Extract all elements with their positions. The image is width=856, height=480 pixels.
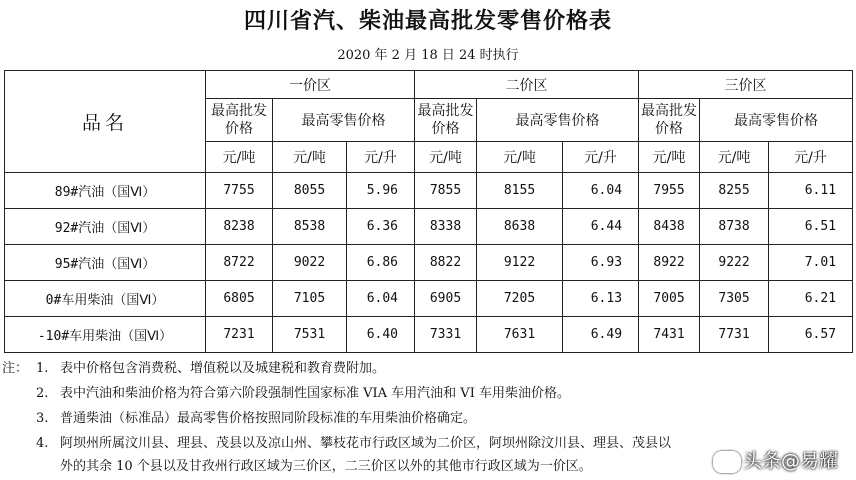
price-table: [4, 70, 853, 353]
retail-price-liter: 6.36: [347, 209, 415, 245]
retail-price-liter: 6.40: [347, 317, 415, 353]
wholesale-price: 7755: [206, 173, 273, 209]
retail-price-ton: 7531: [273, 317, 347, 353]
note-number: 2.: [36, 386, 49, 401]
note-number: 1.: [36, 361, 49, 376]
wholesale-price: 6805: [206, 281, 273, 317]
retail-price-liter: 6.86: [347, 245, 415, 281]
retail-price-ton: 7305: [700, 281, 769, 317]
note-item: [2, 356, 852, 381]
product-name: 0#车用柴油（国Ⅵ）: [5, 281, 206, 317]
retail-price-ton: 7631: [477, 317, 563, 353]
unit-label: 元/吨: [700, 142, 769, 173]
unit-label: 元/吨: [206, 142, 273, 173]
unit-label: 元/吨: [273, 142, 347, 173]
note-text: 外的其余 10 个县以及甘孜州行政区域为三价区，二三价区以外的其他市行政区域为一价区。: [60, 459, 592, 474]
retail-price-liter: 5.96: [347, 173, 415, 209]
watermark: [713, 446, 838, 473]
header-row-regions: [5, 71, 853, 99]
unit-label: 元/吨: [415, 142, 477, 173]
note-number: 3.: [36, 411, 49, 426]
note-text: 阿坝州所属汶川县、理县、茂县以及凉山州、攀枝花市行政区域为二价区，阿坝州除汶川县、理县、茂县以: [60, 436, 672, 451]
note-item: [2, 406, 852, 431]
retail-price-ton: 7731: [700, 317, 769, 353]
wholesale-price: 8922: [639, 245, 700, 281]
retail-price-liter: 6.04: [563, 173, 639, 209]
region-header: 二价区: [415, 71, 639, 99]
unit-label: 元/升: [769, 142, 853, 173]
unit-label: 元/升: [563, 142, 639, 173]
region-header: 三价区: [639, 71, 853, 99]
note-text: 表中汽油和柴油价格为符合第六阶段强制性国家标准 VIA 车用汽油和 VI 车用柴油价格。: [60, 386, 570, 401]
retail-header: 最高零售价格: [700, 99, 853, 142]
product-name: 89#汽油（国Ⅵ）: [5, 173, 206, 209]
retail-price-liter: 6.44: [563, 209, 639, 245]
note-text: 表中价格包含消费税、增值税以及城建税和教育费附加。: [60, 361, 386, 376]
wholesale-header: 最高批发价格: [639, 99, 700, 142]
table-row: [5, 245, 853, 281]
unit-label: 元/吨: [639, 142, 700, 173]
effective-date: 2020 年 2 月 18 日 24 时执行: [337, 48, 519, 63]
product-name: 95#汽油（国Ⅵ）: [5, 245, 206, 281]
wholesale-price: 7231: [206, 317, 273, 353]
wholesale-price: 6905: [415, 281, 477, 317]
retail-price-ton: 8155: [477, 173, 563, 209]
retail-price-ton: 8638: [477, 209, 563, 245]
wholesale-price: 8822: [415, 245, 477, 281]
product-name: -10#车用柴油（国Ⅵ）: [5, 317, 206, 353]
product-name: 92#汽油（国Ⅵ）: [5, 209, 206, 245]
retail-header: 最高零售价格: [273, 99, 415, 142]
wholesale-price: 7855: [415, 173, 477, 209]
wholesale-price: 8238: [206, 209, 273, 245]
retail-price-ton: 9222: [700, 245, 769, 281]
retail-price-ton: 8538: [273, 209, 347, 245]
retail-price-ton: 9022: [273, 245, 347, 281]
region-header: 一价区: [206, 71, 415, 99]
wholesale-price: 8338: [415, 209, 477, 245]
retail-price-liter: 6.13: [563, 281, 639, 317]
retail-price-liter: 6.57: [769, 317, 853, 353]
wholesale-header: 最高批发价格: [206, 99, 273, 142]
retail-price-liter: 6.49: [563, 317, 639, 353]
retail-price-liter: 7.01: [769, 245, 853, 281]
page-title: 四川省汽、柴油最高批发零售价格表: [243, 9, 612, 34]
retail-price-liter: 6.04: [347, 281, 415, 317]
retail-price-ton: 8738: [700, 209, 769, 245]
retail-price-liter: 6.93: [563, 245, 639, 281]
wholesale-price: 7955: [639, 173, 700, 209]
retail-price-liter: 6.51: [769, 209, 853, 245]
notes-lead: 注：: [2, 361, 29, 376]
wholesale-price: 7431: [639, 317, 700, 353]
table-row: [5, 317, 853, 353]
wholesale-price: 7331: [415, 317, 477, 353]
wholesale-price: 8438: [639, 209, 700, 245]
retail-header: 最高零售价格: [477, 99, 639, 142]
wholesale-header: 最高批发价格: [415, 99, 477, 142]
retail-price-liter: 6.11: [769, 173, 853, 209]
retail-price-ton: 8055: [273, 173, 347, 209]
wholesale-price: 7005: [639, 281, 700, 317]
retail-price-ton: 9122: [477, 245, 563, 281]
table-row: [5, 173, 853, 209]
retail-price-ton: 7205: [477, 281, 563, 317]
note-text: 普通柴油（标准品）最高零售价格按照同阶段标准的车用柴油价格确定。: [60, 411, 477, 426]
unit-label: 元/吨: [477, 142, 563, 173]
note-number: 4.: [36, 436, 49, 451]
wholesale-price: 8722: [206, 245, 273, 281]
watermark-text: 头条@易耀: [742, 450, 838, 472]
product-header: 品名: [5, 71, 206, 173]
retail-price-ton: 7105: [273, 281, 347, 317]
note-item: [2, 381, 852, 406]
chat-bubble-icon: [713, 451, 741, 473]
retail-price-ton: 8255: [700, 173, 769, 209]
table-row: [5, 281, 853, 317]
unit-label: 元/升: [347, 142, 415, 173]
table-row: [5, 209, 853, 245]
retail-price-liter: 6.21: [769, 281, 853, 317]
